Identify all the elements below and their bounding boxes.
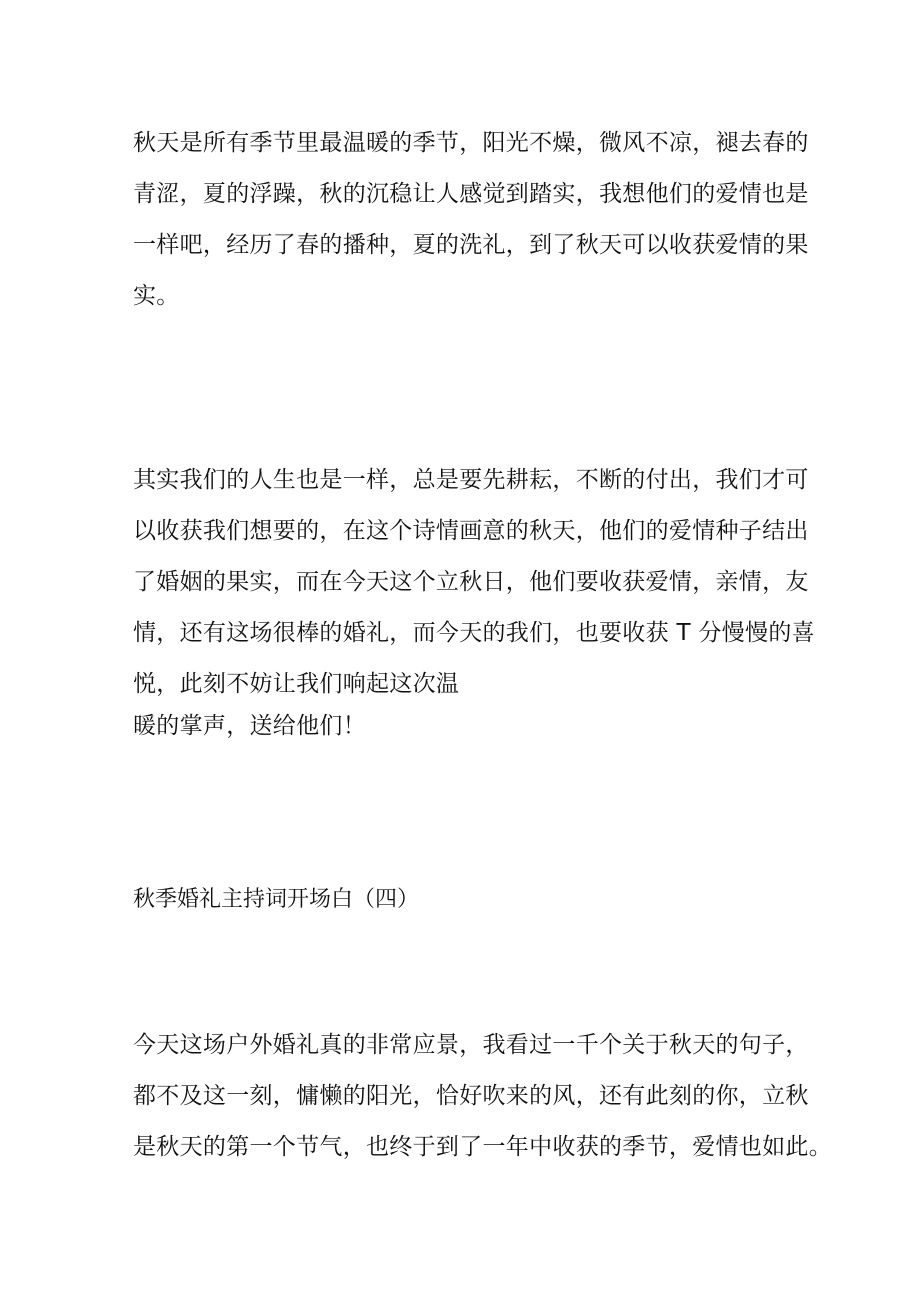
text-line: 是秋天的第一个节气，也终于到了一年中收获的季节，爱情也如此。	[133, 1134, 832, 1160]
text-line: 其实我们的人生也是一样，总是要先耕耘，不断的付出，我们才可	[133, 467, 809, 493]
text-line: 了婚姻的果实，而在今天这个立秋日，他们要收获爱情，亲情，友	[133, 569, 809, 595]
paragraph-life-harvest	[133, 455, 815, 742]
text-line: 今天这场户外婚礼真的非常应景，我看过一千个关于秋天的句子，	[133, 1032, 809, 1058]
text-line: 以收获我们想要的，在这个诗情画意的秋天，他们的爱情种子结出	[133, 518, 809, 544]
text-line: 情，还有这场很棒的婚礼，而今天的我们，也要收获 T 分慢慢的喜	[133, 620, 815, 646]
text-line: 秋天是所有季节里最温暖的季节，阳光不燥，微风不凉，褪去春的	[133, 130, 809, 156]
text-line: 悦，此刻不妨让我们响起这次温	[133, 671, 460, 697]
text-line: 青涩，夏的浮躁，秋的沉稳让人感觉到踏实，我想他们的爱情也是	[133, 181, 809, 207]
paragraph-outdoor-wedding	[133, 1020, 832, 1173]
text-line: 一样吧，经历了春的播种，夏的洗礼，到了秋天可以收获爱情的果	[133, 232, 809, 258]
section-heading: 秋季婚礼主持词开场白（四）	[133, 887, 420, 912]
text-line: 实。	[133, 283, 180, 309]
text-line: 都不及这一刻，慵懒的阳光，恰好吹来的风，还有此刻的你，立秋	[133, 1083, 809, 1109]
paragraph-autumn-season	[133, 118, 809, 322]
text-line: 暖的掌声，送给他们！	[133, 713, 366, 739]
